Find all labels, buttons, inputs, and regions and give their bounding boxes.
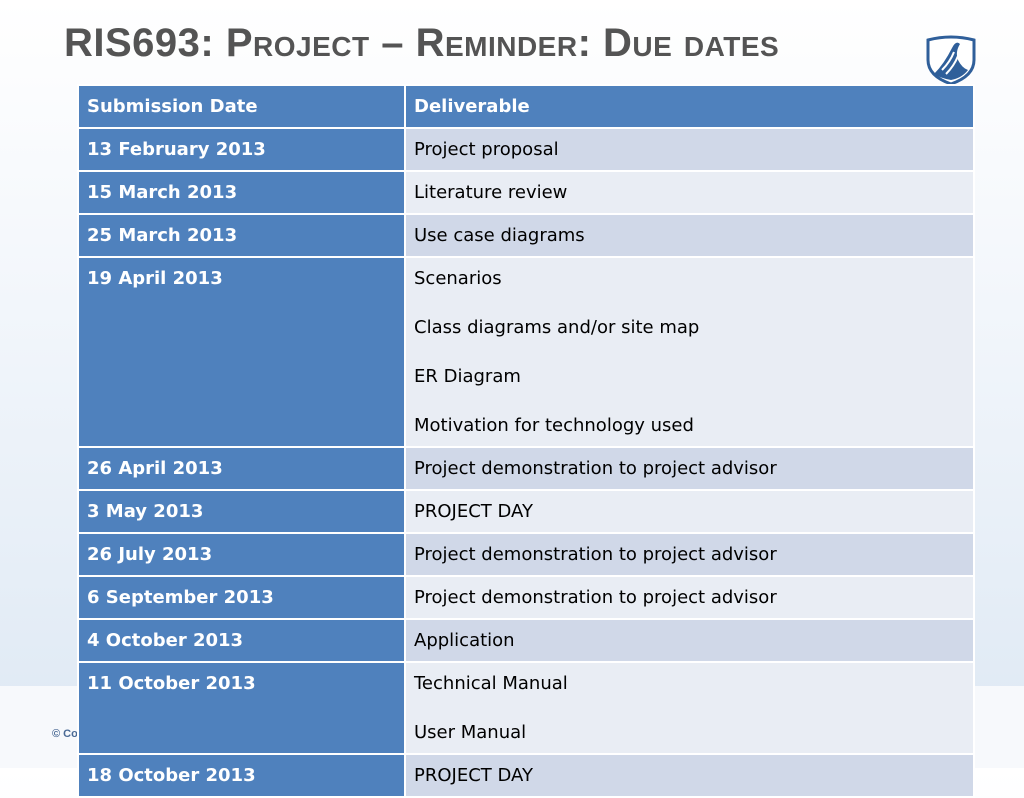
table-row bbox=[78, 447, 974, 490]
deliverable-item: PROJECT DAY bbox=[414, 765, 533, 786]
submission-date: 3 May 2013 bbox=[87, 501, 204, 522]
deliverable-cell bbox=[405, 257, 974, 447]
deliverable-cell bbox=[405, 128, 974, 171]
table-header-row bbox=[78, 85, 974, 128]
submission-date-cell bbox=[78, 171, 405, 214]
deliverable-cell bbox=[405, 490, 974, 533]
deliverable-cell bbox=[405, 533, 974, 576]
table-row bbox=[78, 214, 974, 257]
table-row bbox=[78, 576, 974, 619]
deliverable-item: Project demonstration to project advisor bbox=[414, 458, 777, 479]
footer-copyright: © Co bbox=[52, 728, 78, 740]
deliverable-cell bbox=[405, 619, 974, 662]
deliverable-item: Use case diagrams bbox=[414, 225, 585, 246]
submission-date: 15 March 2013 bbox=[87, 182, 238, 203]
deliverable-cell bbox=[405, 447, 974, 490]
table-row bbox=[78, 128, 974, 171]
submission-date: 13 February 2013 bbox=[87, 139, 266, 160]
submission-date: 25 March 2013 bbox=[87, 225, 238, 246]
submission-date-cell bbox=[78, 576, 405, 619]
submission-date: 6 September 2013 bbox=[87, 587, 274, 608]
deliverable-item: PROJECT DAY bbox=[414, 501, 533, 522]
submission-date-cell bbox=[78, 754, 405, 797]
deliverable-item: ER Diagram bbox=[414, 366, 521, 387]
table-row bbox=[78, 533, 974, 576]
submission-date: 11 October 2013 bbox=[87, 673, 256, 694]
due-dates-table bbox=[77, 84, 975, 798]
table-row bbox=[78, 662, 974, 754]
deliverable-cell bbox=[405, 214, 974, 257]
table-row bbox=[78, 754, 974, 797]
deliverable-cell bbox=[405, 754, 974, 797]
header-deliverable: Deliverable bbox=[405, 85, 974, 128]
submission-date-cell bbox=[78, 214, 405, 257]
table-row bbox=[78, 619, 974, 662]
deliverable-cell bbox=[405, 576, 974, 619]
deliverable-item: Project demonstration to project advisor bbox=[414, 587, 777, 608]
deliverable-item: Application bbox=[414, 630, 515, 651]
deliverable-item: Project demonstration to project advisor bbox=[414, 544, 777, 565]
table-row bbox=[78, 171, 974, 214]
deliverable-item: Motivation for technology used bbox=[414, 415, 694, 436]
submission-date-cell bbox=[78, 128, 405, 171]
deliverable-item: User Manual bbox=[414, 722, 527, 743]
submission-date: 4 October 2013 bbox=[87, 630, 244, 651]
submission-date-cell bbox=[78, 533, 405, 576]
submission-date-cell bbox=[78, 490, 405, 533]
submission-date-cell bbox=[78, 447, 405, 490]
slide-title: RIS693: Project – Reminder: Due dates bbox=[64, 21, 780, 65]
table-row bbox=[78, 257, 974, 447]
table-row bbox=[78, 490, 974, 533]
deliverable-item: Technical Manual bbox=[414, 673, 568, 694]
submission-date: 26 July 2013 bbox=[87, 544, 213, 565]
submission-date-cell bbox=[78, 257, 405, 447]
submission-date: 26 April 2013 bbox=[87, 458, 223, 479]
deliverable-item: Class diagrams and/or site map bbox=[414, 317, 700, 338]
submission-date-cell bbox=[78, 619, 405, 662]
submission-date-cell bbox=[78, 662, 405, 754]
deliverable-cell bbox=[405, 662, 974, 754]
header-submission-date: Submission Date bbox=[78, 85, 405, 128]
university-shield-logo-icon bbox=[922, 34, 980, 86]
submission-date: 19 April 2013 bbox=[87, 268, 223, 289]
deliverable-item: Project proposal bbox=[414, 139, 559, 160]
deliverable-item: Literature review bbox=[414, 182, 568, 203]
deliverable-cell bbox=[405, 171, 974, 214]
deliverable-item: Scenarios bbox=[414, 268, 502, 289]
table-body bbox=[78, 128, 974, 797]
submission-date: 18 October 2013 bbox=[87, 765, 256, 786]
